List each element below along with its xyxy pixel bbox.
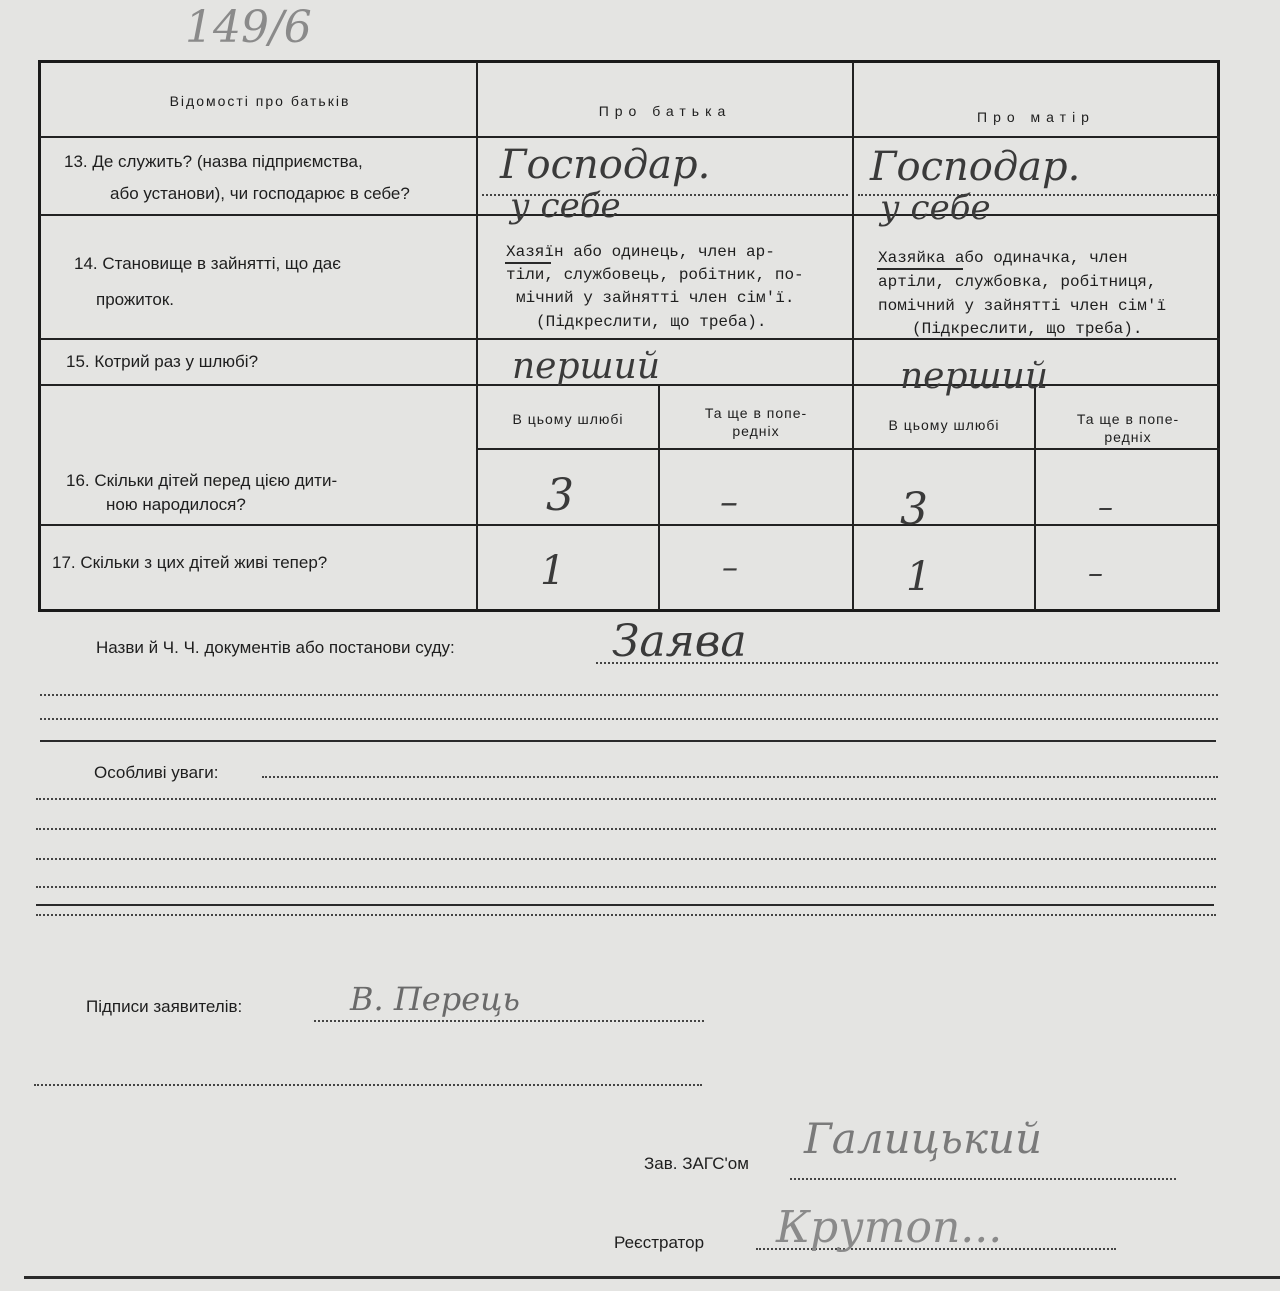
- q14-father-option-1: Хазяїн або одинець, член ар-: [506, 243, 775, 261]
- remarks-label: Особливі уваги:: [94, 763, 219, 782]
- q16-mother-this-marriage: В цьому шлюбі: [888, 417, 1000, 433]
- q14-mother-option-4: (Підкреслити, що треба).: [912, 320, 1143, 338]
- q13-label-line1: 13. Де служить? (назва підприємства,: [64, 152, 363, 171]
- applicants-signature-label: Підписи заявителів:: [86, 997, 243, 1016]
- q13-father-answer1: Господар.: [500, 142, 711, 188]
- q17-mother-this-value: 1: [906, 554, 932, 600]
- q16-label-line1: 16. Скільки дітей перед цією дити-: [66, 471, 338, 490]
- q16-father-prev-line2: редніх: [732, 423, 780, 439]
- q16-father-this-marriage: В цьому шлюбі: [512, 411, 624, 427]
- q14-father-option-2: тіли, службовець, робітник, по-: [506, 266, 804, 284]
- q16-father-prev-value: –: [720, 482, 738, 523]
- q16-father-prev-line1: Та ще в попе-: [704, 405, 808, 421]
- row-divider: [40, 136, 1220, 138]
- q14-mother-option-3: помічний у зайнятті член сім'ї: [878, 297, 1167, 315]
- row-divider: [476, 448, 1220, 450]
- q14-mother-option-1: Хазяйка або одиначка, член: [878, 249, 1128, 267]
- applicants-signature: В. Перець: [350, 980, 520, 1018]
- q17-father-prev-value: –: [722, 548, 738, 586]
- q13-father-answer2: у себе: [510, 186, 621, 226]
- head-of-registry-signature: Галицький: [804, 1114, 1042, 1163]
- section-divider: [40, 740, 1216, 742]
- q15-mother-answer: перший: [900, 356, 1049, 397]
- q16-mother-prev-value: –: [1098, 490, 1113, 525]
- documents-label: Назви й Ч. Ч. документів або постанови суду:: [96, 638, 455, 657]
- head-of-registry-field[interactable]: [790, 1178, 1176, 1180]
- remarks-field-line5[interactable]: [36, 886, 1216, 888]
- q16-father-this-value: 3: [546, 470, 574, 521]
- documents-field-line2[interactable]: [40, 694, 1218, 696]
- row-divider: [40, 214, 1220, 216]
- q16-label-line2: ною народилося?: [106, 495, 246, 514]
- q16-mother-prev-line1: Та ще в попе-: [1076, 411, 1180, 427]
- q14-mother-option-2: артіли, службовка, робітниця,: [878, 273, 1157, 291]
- q14-father-option-4: (Підкреслити, що треба).: [536, 313, 767, 331]
- applicants-signature-field-line2[interactable]: [34, 1084, 702, 1086]
- q15-label: 15. Котрий раз у шлюбі?: [66, 352, 259, 371]
- registrar-signature: Крутоп...: [776, 1202, 1003, 1253]
- head-of-registry-label: Зав. ЗАГС'ом: [644, 1154, 749, 1173]
- q14-father-option-3: мічний у зайнятті член сім'ї.: [516, 289, 795, 307]
- q15-father-answer: перший: [512, 346, 661, 387]
- q16-mother-this-value: 3: [900, 484, 928, 535]
- registrar-label: Реєстратор: [614, 1233, 705, 1252]
- q14-label-line2: прожиток.: [96, 290, 175, 309]
- header-mother: Про матір: [977, 109, 1095, 125]
- remarks-field-line2[interactable]: [36, 798, 1216, 800]
- q17-father-this-value: 1: [540, 548, 566, 594]
- applicants-signature-field[interactable]: [314, 1020, 704, 1022]
- archive-number: 149/6: [185, 2, 312, 53]
- remarks-field[interactable]: [262, 776, 1218, 778]
- section-divider: [36, 904, 1214, 906]
- q13-label-line2: або установи), чи господарює в себе?: [110, 184, 410, 203]
- q14-label-line1: 14. Становище в зайнятті, що дає: [74, 254, 341, 273]
- remarks-field-line6[interactable]: [36, 914, 1216, 916]
- header-parents-info: Відомості про батьків: [169, 93, 351, 109]
- q17-mother-prev-value: –: [1088, 556, 1103, 591]
- row-divider: [40, 524, 1220, 526]
- q17-label: 17. Скільки з цих дітей живі тепер?: [52, 553, 328, 572]
- header-father: Про батька: [598, 103, 732, 119]
- col-divider: [476, 62, 478, 610]
- q13-mother-answer1: Господар.: [870, 144, 1081, 190]
- q13-mother-answer2: у себе: [880, 188, 991, 228]
- q14-father-underline: [505, 262, 551, 264]
- col-divider: [852, 62, 854, 610]
- q14-mother-underline: [877, 268, 963, 270]
- remarks-field-line3[interactable]: [36, 828, 1216, 830]
- page-bottom-rule: [24, 1276, 1280, 1279]
- documents-field-line3[interactable]: [40, 718, 1218, 720]
- documents-value: Заява: [612, 616, 747, 667]
- q16-mother-prev-line2: редніх: [1104, 429, 1152, 445]
- remarks-field-line4[interactable]: [36, 858, 1216, 860]
